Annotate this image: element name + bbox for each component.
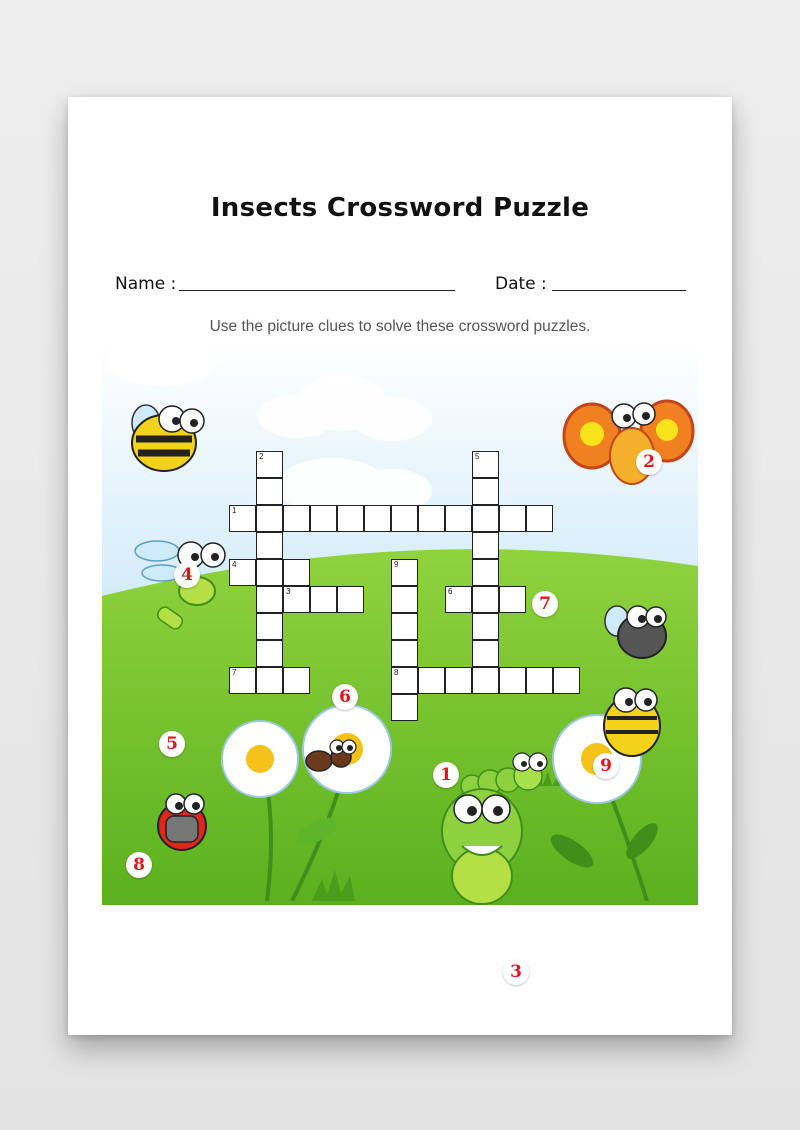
crossword-cell[interactable] (229, 559, 256, 586)
crossword-cell[interactable] (472, 640, 499, 667)
crossword-cell[interactable] (472, 613, 499, 640)
crossword-cell[interactable] (472, 559, 499, 586)
crossword-cell[interactable] (283, 505, 310, 532)
name-label: Name : (115, 274, 177, 294)
crossword-cell[interactable] (256, 478, 283, 505)
name-line[interactable] (179, 290, 455, 291)
crossword-cell[interactable] (472, 667, 499, 694)
clue-number: 2 (259, 452, 264, 461)
crossword-cell[interactable] (526, 667, 553, 694)
clue-badge-6: 6 (332, 684, 358, 710)
picture-scene (102, 341, 698, 982)
crossword-cell[interactable] (418, 505, 445, 532)
crossword-cell[interactable] (391, 505, 418, 532)
crossword-cell[interactable] (445, 505, 472, 532)
crossword-cell[interactable] (256, 451, 283, 478)
crossword-cell[interactable] (283, 667, 310, 694)
crossword-cell[interactable] (391, 559, 418, 586)
clue-badge-4: 4 (174, 562, 200, 588)
crossword-cell[interactable] (526, 505, 553, 532)
crossword-cell[interactable] (310, 586, 337, 613)
crossword-cell[interactable] (310, 505, 337, 532)
crossword-cell[interactable] (418, 667, 445, 694)
clue-number: 1 (232, 506, 237, 515)
instructions-text: Use the picture clues to solve these crossword puzzles. (209, 318, 591, 335)
clue-badge-5: 5 (159, 731, 185, 757)
clue-number: 9 (394, 560, 399, 569)
crossword-cell[interactable] (337, 586, 364, 613)
crossword-cell[interactable] (256, 586, 283, 613)
crossword-cell[interactable] (283, 559, 310, 586)
crossword-cell[interactable] (445, 586, 472, 613)
crossword-cell[interactable] (553, 667, 580, 694)
clue-badge-7: 7 (532, 591, 558, 617)
date-label: Date : (495, 274, 547, 294)
clue-badge-2: 2 (636, 449, 662, 475)
crossword-cell[interactable] (472, 505, 499, 532)
crossword-cell[interactable] (391, 613, 418, 640)
crossword-cell[interactable] (472, 586, 499, 613)
clue-badge-1: 1 (433, 762, 459, 788)
clue-badge-8: 8 (126, 852, 152, 878)
crossword-cell[interactable] (256, 532, 283, 559)
worksheet-page (68, 97, 732, 1035)
crossword-grid (102, 341, 698, 905)
page-title: Insects Crossword Puzzle (210, 193, 590, 223)
crossword-cell[interactable] (445, 667, 472, 694)
crossword-cell[interactable] (256, 667, 283, 694)
clue-badge-3: 3 (503, 959, 529, 985)
crossword-cell[interactable] (364, 505, 391, 532)
crossword-cell[interactable] (472, 478, 499, 505)
crossword-cell[interactable] (499, 505, 526, 532)
crossword-cell[interactable] (472, 532, 499, 559)
crossword-cell[interactable] (472, 451, 499, 478)
crossword-cell[interactable] (391, 694, 418, 721)
clue-badge-9: 9 (593, 753, 619, 779)
crossword-cell[interactable] (337, 505, 364, 532)
clue-number: 5 (475, 452, 480, 461)
crossword-cell[interactable] (256, 559, 283, 586)
clue-number: 7 (232, 668, 237, 677)
crossword-cell[interactable] (256, 613, 283, 640)
crossword-cell[interactable] (391, 667, 418, 694)
clue-number: 6 (448, 587, 453, 596)
crossword-cell[interactable] (256, 640, 283, 667)
date-line[interactable] (552, 290, 686, 291)
clue-number: 3 (286, 587, 291, 596)
crossword-cell[interactable] (391, 640, 418, 667)
clue-number: 8 (394, 668, 399, 677)
clue-number: 4 (232, 560, 237, 569)
crossword-cell[interactable] (283, 586, 310, 613)
crossword-cell[interactable] (499, 667, 526, 694)
crossword-cell[interactable] (499, 586, 526, 613)
crossword-cell[interactable] (256, 505, 283, 532)
crossword-cell[interactable] (391, 586, 418, 613)
crossword-cell[interactable] (229, 667, 256, 694)
crossword-cell[interactable] (229, 505, 256, 532)
